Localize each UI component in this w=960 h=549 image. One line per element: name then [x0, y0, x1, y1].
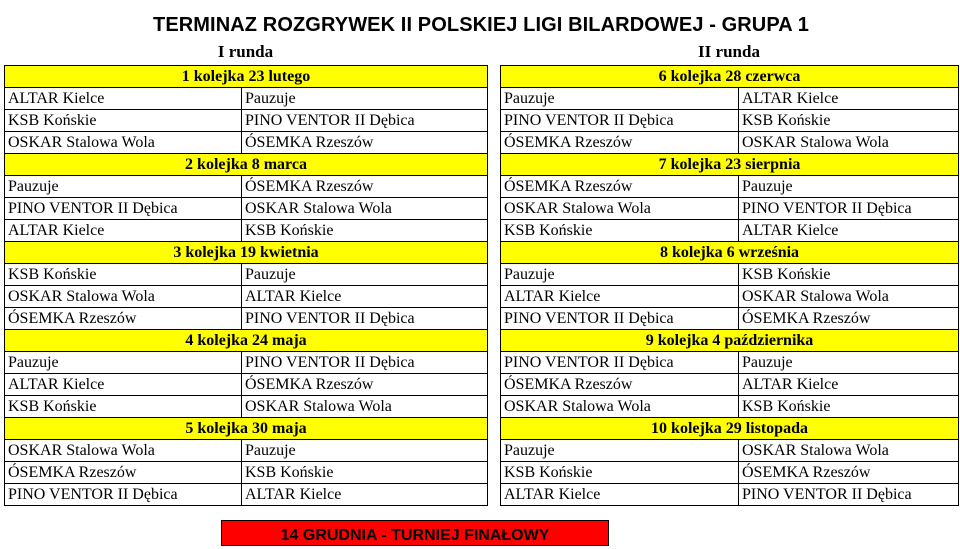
home-team: PINO VENTOR II Dębica: [501, 308, 739, 330]
away-team: KSB Końskie: [739, 264, 959, 286]
match-row: [501, 176, 959, 198]
home-team: PINO VENTOR II Dębica: [501, 110, 739, 132]
match-row: [501, 132, 959, 154]
home-team: ALTAR Kielce: [5, 88, 242, 110]
away-team: PINO VENTOR II Dębica: [242, 110, 488, 132]
home-team: OSKAR Stalowa Wola: [5, 286, 242, 308]
match-row: [501, 286, 959, 308]
round-header: 4 kolejka 24 maja: [5, 330, 488, 352]
match-row: [501, 110, 959, 132]
away-team: PINO VENTOR II Dębica: [242, 352, 488, 374]
round-header: 6 kolejka 28 czerwca: [501, 66, 959, 88]
away-team: Pauzuje: [739, 176, 959, 198]
match-row: [501, 264, 959, 286]
match-row: [501, 484, 959, 506]
round-header: 9 kolejka 4 października: [501, 330, 959, 352]
home-team: Pauzuje: [5, 176, 242, 198]
round-header: 5 kolejka 30 maja: [5, 418, 488, 440]
away-team: KSB Końskie: [242, 462, 488, 484]
match-row: [5, 88, 488, 110]
schedule-table-second-half: [500, 65, 959, 506]
away-team: Pauzuje: [242, 88, 488, 110]
match-row: [5, 308, 488, 330]
match-row: [5, 264, 488, 286]
away-team: ÓSEMKA Rzeszów: [739, 308, 959, 330]
home-team: Pauzuje: [5, 352, 242, 374]
away-team: OSKAR Stalowa Wola: [242, 198, 488, 220]
away-team: ÓSEMKA Rzeszów: [242, 132, 488, 154]
match-row: [501, 462, 959, 484]
home-team: PINO VENTOR II Dębica: [501, 352, 739, 374]
home-team: ÓSEMKA Rzeszów: [501, 374, 739, 396]
home-team: KSB Końskie: [5, 110, 242, 132]
match-row: [5, 286, 488, 308]
match-row: [5, 440, 488, 462]
home-team: KSB Końskie: [501, 462, 739, 484]
home-team: ÓSEMKA Rzeszów: [5, 462, 242, 484]
home-team: ÓSEMKA Rzeszów: [5, 308, 242, 330]
match-row: [501, 308, 959, 330]
round-header: 7 kolejka 23 sierpnia: [501, 154, 959, 176]
round-two-label: II runda: [698, 42, 760, 61]
away-team: PINO VENTOR II Dębica: [242, 308, 488, 330]
match-row: [5, 352, 488, 374]
home-team: ÓSEMKA Rzeszów: [501, 132, 739, 154]
match-row: [5, 220, 488, 242]
home-team: KSB Końskie: [5, 264, 242, 286]
match-row: [501, 220, 959, 242]
home-team: OSKAR Stalowa Wola: [5, 440, 242, 462]
away-team: OSKAR Stalowa Wola: [739, 286, 959, 308]
round-header-row: [5, 242, 488, 264]
round-header: 8 kolejka 6 września: [501, 242, 959, 264]
round-header-row: [501, 418, 959, 440]
round-header-row: [5, 418, 488, 440]
away-team: KSB Końskie: [739, 396, 959, 418]
away-team: ALTAR Kielce: [739, 374, 959, 396]
match-row: [5, 110, 488, 132]
match-row: [5, 462, 488, 484]
away-team: ÓSEMKA Rzeszów: [242, 176, 488, 198]
home-team: KSB Końskie: [5, 396, 242, 418]
final-tournament-banner: 14 GRUDNIA - TURNIEJ FINAŁOWY: [221, 520, 609, 546]
round-header: 10 kolejka 29 listopada: [501, 418, 959, 440]
round-header: 3 kolejka 19 kwietnia: [5, 242, 488, 264]
away-team: ALTAR Kielce: [242, 484, 488, 506]
match-row: [501, 396, 959, 418]
match-row: [5, 396, 488, 418]
match-row: [5, 132, 488, 154]
home-team: ALTAR Kielce: [5, 374, 242, 396]
match-row: [5, 374, 488, 396]
round-header-row: [501, 330, 959, 352]
round-header: 2 kolejka 8 marca: [5, 154, 488, 176]
match-row: [501, 352, 959, 374]
round-header-row: [5, 330, 488, 352]
away-team: OSKAR Stalowa Wola: [739, 132, 959, 154]
match-row: [501, 440, 959, 462]
away-team: Pauzuje: [739, 352, 959, 374]
match-row: [501, 374, 959, 396]
round-header-row: [5, 66, 488, 88]
round-header-row: [501, 154, 959, 176]
away-team: OSKAR Stalowa Wola: [242, 396, 488, 418]
away-team: Pauzuje: [242, 440, 488, 462]
match-row: [501, 88, 959, 110]
home-team: Pauzuje: [501, 264, 739, 286]
round-header-row: [5, 154, 488, 176]
home-team: ALTAR Kielce: [5, 220, 242, 242]
home-team: PINO VENTOR II Dębica: [5, 198, 242, 220]
home-team: ÓSEMKA Rzeszów: [501, 176, 739, 198]
away-team: PINO VENTOR II Dębica: [739, 484, 959, 506]
match-row: [5, 484, 488, 506]
away-team: ALTAR Kielce: [242, 286, 488, 308]
away-team: PINO VENTOR II Dębica: [739, 198, 959, 220]
match-row: [5, 198, 488, 220]
home-team: Pauzuje: [501, 440, 739, 462]
home-team: ALTAR Kielce: [501, 484, 739, 506]
away-team: KSB Końskie: [739, 110, 959, 132]
away-team: ÓSEMKA Rzeszów: [242, 374, 488, 396]
away-team: ALTAR Kielce: [739, 220, 959, 242]
home-team: KSB Końskie: [501, 220, 739, 242]
round-one-label: I runda: [217, 42, 274, 61]
match-row: [5, 176, 488, 198]
away-team: Pauzuje: [242, 264, 488, 286]
away-team: ALTAR Kielce: [739, 88, 959, 110]
home-team: OSKAR Stalowa Wola: [501, 396, 739, 418]
home-team: Pauzuje: [501, 88, 739, 110]
schedule-table-first-half: [4, 65, 488, 506]
away-team: ÓSEMKA Rzeszów: [739, 462, 959, 484]
round-header-row: [501, 242, 959, 264]
home-team: OSKAR Stalowa Wola: [5, 132, 242, 154]
away-team: KSB Końskie: [242, 220, 488, 242]
home-team: PINO VENTOR II Dębica: [5, 484, 242, 506]
round-header-row: [501, 66, 959, 88]
page-title: TERMINAZ ROZGRYWEK II POLSKIEJ LIGI BILARDOWEJ - GRUPA 1: [153, 14, 809, 36]
home-team: OSKAR Stalowa Wola: [501, 198, 739, 220]
match-row: [501, 198, 959, 220]
round-header: 1 kolejka 23 lutego: [5, 66, 488, 88]
home-team: ALTAR Kielce: [501, 286, 739, 308]
away-team: OSKAR Stalowa Wola: [739, 440, 959, 462]
